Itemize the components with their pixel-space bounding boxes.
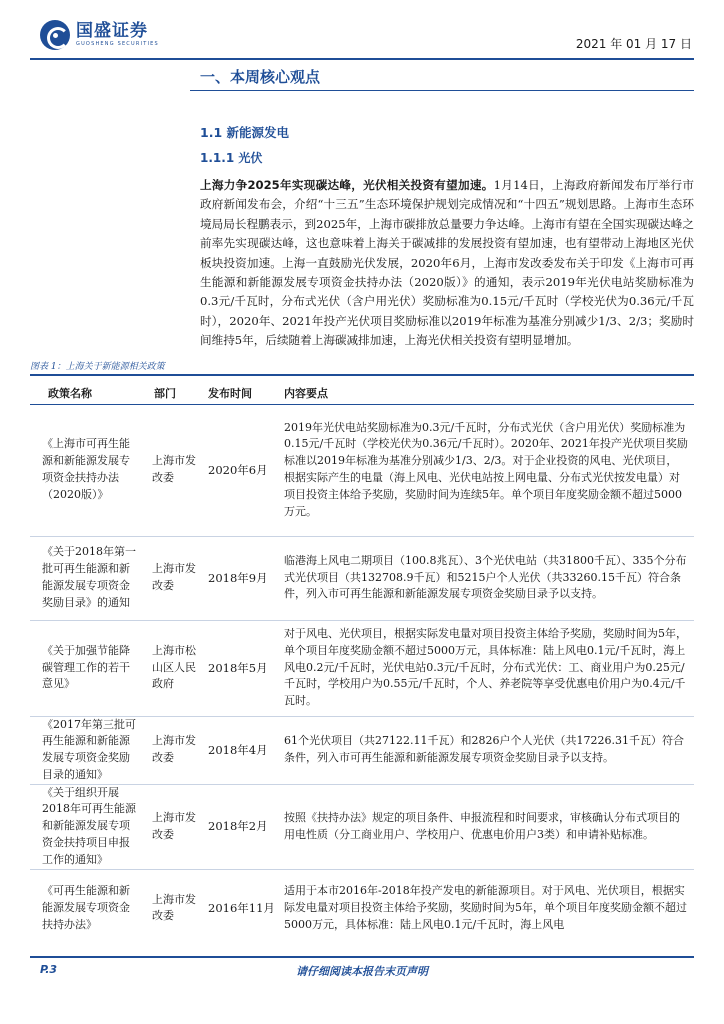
header-divider [30, 58, 694, 60]
footer-divider [30, 956, 694, 958]
page-number: P.3 [40, 963, 58, 976]
policy-department: 上海市松山区人民政府 [146, 620, 204, 716]
policy-table [30, 382, 694, 947]
company-logo [40, 20, 159, 50]
table-row [30, 869, 694, 947]
table-row [30, 716, 694, 784]
logo-name-cn: 国盛证券 [76, 21, 148, 41]
section-heading-divider [190, 90, 694, 91]
caption-divider [30, 374, 694, 376]
logo-name-en: GUOSHENG SECURITIES [76, 41, 159, 47]
policy-department: 上海市发改委 [146, 784, 204, 869]
policy-name: 《关于加强节能降碳管理工作的若干意见》 [30, 620, 146, 716]
table-row [30, 784, 694, 869]
policy-name: 《关于2018年第一批可再生能源和新能源发展专项资金奖励目录》的通知 [30, 536, 146, 620]
paragraph-lead: 上海力争2025年实现碳达峰，光伏相关投资有望加速。 [200, 178, 494, 192]
policy-content: 61个光伏项目（共27122.11千瓦）和2826户个人光伏（共17226.31千瓦）符合条件，列入市可再生能源和新能源发展专项资金奖励目录予以支持。 [284, 716, 694, 784]
policy-date: 2018年2月 [204, 784, 284, 869]
section-heading: 一、本周核心观点 [200, 68, 321, 86]
page-header [30, 18, 694, 58]
policy-department: 上海市发改委 [146, 716, 204, 784]
policy-department: 上海市发改委 [146, 404, 204, 536]
policy-date: 2018年4月 [204, 716, 284, 784]
policy-date: 2020年6月 [204, 404, 284, 536]
header-release-date: 发布时间 [204, 382, 284, 404]
footer-disclaimer: 请仔细阅读本报告末页声明 [296, 965, 428, 978]
policy-content: 对于风电、光伏项目，根据实际发电量对项目投资主体给予奖励，奖励时间为5年，单个项目年度奖励金额不超过5000万元，具体标准：陆上风电0.1元/千瓦时，海上风电0.2元/千瓦时，光伏电站0.3元/千瓦时，分布式光伏：工、商业用户为0.25元/千瓦时，学校用户为0.55元/千瓦时，个人、养老院等享受优惠电价用户为0.4元/千瓦时。 [284, 620, 694, 716]
policy-content: 适用于本市2016年-2018年投产发电的新能源项目。对于风电、光伏项目，根据实际发电量对项目投资主体给予奖励，奖励时间为5年，单个项目年度奖励金额不超过5000万元，具体标准：陆上风电0.1元/千瓦时，海上风电 [284, 884, 687, 931]
report-date: 2021 年 01 月 17 日 [575, 37, 692, 51]
policy-content: 按照《扶持办法》规定的项目条件、申报流程和时间要求，审核确认分布式项目的用电性质（分工商业用户、学校用户、优惠电价用户3类）和申请补贴标准。 [284, 784, 694, 869]
table-row [30, 536, 694, 620]
figure-caption: 图表 1：上海关于新能源相关政策 [30, 362, 165, 372]
header-key-points: 内容要点 [284, 382, 694, 404]
policy-date: 2016年11月 [208, 901, 275, 916]
table-row [30, 404, 694, 536]
table-row [30, 620, 694, 716]
policy-name: 《2017年第三批可再生能源和新能源发展专项资金奖励目录的通知》 [30, 716, 146, 784]
paragraph-body: 1月14日，上海政府新闻发布厅举行市政府新闻发布会，介绍“十三五”生态环境保护规划完成情况和“十四五”规划思路。上海市生态环境局局长程鹏表示，到2025年，上海市碳排放总量要力争达峰。上海市有望在全国实现碳达峰之前率先实现碳达峰，这也意味着上海关于碳减排的发展投资有望加速，也有望带动上海地区光伏板块投资加速。上海一直鼓励光伏发展，2020年6月，上海市发改委发布关于印发《上海市可再生能源和新能源发展专项资金扶持办法（2020版）》的通知，表示2019年光伏电站奖励标准为0.3元/千瓦时，分布式光伏（含户用光伏）奖励标准为0.15元/千瓦时（学校光伏为0.36元/千瓦时），2020年、2021年投产光伏项目奖励标准以2019年标准为基准分别减少1/3、2/3；奖励时间维持5年，后续随着上海碳减排加速，上海光伏相关投资有望明显增加。 [200, 178, 694, 348]
policy-department: 上海市发改委 [152, 892, 196, 923]
policy-name: 《上海市可再生能源和新能源发展专项资金扶持办法（2020版）》 [30, 404, 146, 536]
policy-date: 2018年5月 [204, 620, 284, 716]
header-policy-name: 政策名称 [30, 382, 146, 404]
policy-name: 《可再生能源和新能源发展专项资金扶持办法》 [42, 884, 130, 931]
logo-emblem-icon [40, 20, 70, 50]
policy-content: 2019年光伏电站奖励标准为0.3元/千瓦时，分布式光伏（含户用光伏）奖励标准为0.15元/千瓦时（学校光伏为0.36元/千瓦时）。2020年、2021年投产光伏项目奖励标准以2019年标准为基准分别减少1/3、2/3。对于企业投资的风电、光伏项目，根据实际产生的电量（海上风电、光伏电站按上网电量、分布式光伏按发电量）对项目投资主体给予奖励，奖励时间为连续5年。单个项目年度奖励金额不超过5000万元。 [284, 404, 694, 536]
body-paragraph [200, 176, 694, 351]
policy-content: 临港海上风电二期项目（100.8兆瓦）、3个光伏电站（共31800千瓦）、335个分布式光伏项目（共132708.9千瓦）和5215户个人光伏（共33260.15千瓦）符合条件，列入市可再生能源和新能源发展专项资金奖励目录予以支持。 [284, 536, 694, 620]
policy-date: 2018年9月 [204, 536, 284, 620]
header-department: 部门 [146, 382, 204, 404]
table-header-row [30, 382, 694, 404]
policy-department: 上海市发改委 [146, 536, 204, 620]
policy-name: 《关于组织开展2018年可再生能源和新能源发展专项资金扶持项目申报工作的通知》 [30, 784, 146, 869]
subsection-heading: 1.1 新能源发电 [200, 125, 289, 140]
subsubsection-heading: 1.1.1 光伏 [200, 151, 263, 165]
